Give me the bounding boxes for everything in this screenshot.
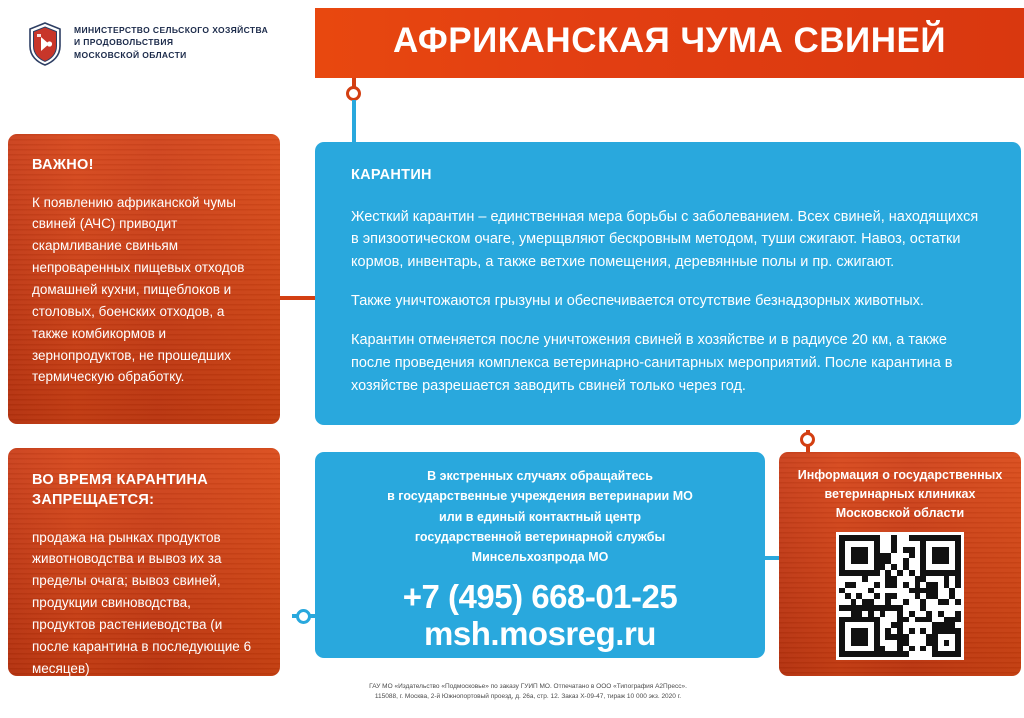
quarantine-paragraph-3: Карантин отменяется после уничтожения свиней в хозяйстве и в радиусе 20 км, а также после проведения комплекса ветеринарно-санитарных мероприятий. После карантина в хозяйстве разрешается заводить свиней только через год. [351,332,953,394]
qr-caption: Информация о государственных ветеринарных клиниках Московской области [797,468,1003,520]
qr-panel [779,452,1021,676]
quarantine-paragraph-2: Также уничтожаются грызуны и обеспечивается отсутствие безнадзорных животных. [351,293,924,310]
imprint-line-1: ГАУ МО «Издательство «Подмосковье» по заказу ГУИП МО. Отпечатано в ООО «Типография А2Пресс». [369,683,687,690]
contacts-line-1: В экстренных случаях обращайтесь [427,469,653,483]
qr-code-icon[interactable] [836,532,964,660]
contact-website-link[interactable]: msh.mosreg.ru [424,615,656,653]
coat-of-arms-icon [28,22,62,66]
contacts-panel [315,452,765,658]
forbidden-panel [8,448,280,676]
imprint-footer [318,682,738,702]
ministry-name [74,22,268,61]
important-heading: ВАЖНО! [32,157,94,173]
quarantine-paragraph-1: Жесткий карантин – единственная мера борьбы с заболеванием. Всех свиней, находящихся в эпизоотическом очаге, умерщвляют бескровным методом, туши сжигают. Навоз, остатки кормов, инвентарь, а также ветхие помещения, деревянные полы и пр. сжигают. [351,208,979,271]
important-panel [8,134,280,424]
ministry-line-3: МОСКОВСКОЙ ОБЛАСТИ [74,49,187,60]
important-text: К появлению африканской чумы свиней (АЧС) приводит скармливание свиньям непроваренных пищевых отходов домашней кухни, пищеблоков и столовых, боенских отходов, а также комбикормов и зернопродуктов, не прошедших термическую обработку. [32,194,245,385]
poster-title-band [315,8,1024,78]
quarantine-panel [315,142,1021,425]
contacts-line-2: в государственные учреждения ветеринарии МО [387,489,693,504]
contact-phone-number[interactable]: +7 (495) 668-01-25 [402,578,678,616]
ministry-line-2: И ПРОДОВОЛЬСТВИЯ [74,37,174,48]
contacts-line-4: государственной ветеринарной службы [414,529,666,544]
contacts-line-3: или в единый контактный центр [439,509,641,524]
connector-dot-qr [800,432,815,447]
forbidden-heading: ВО ВРЕМЯ КАРАНТИНА ЗАПРЕЩАЕТСЯ: [32,472,209,509]
header-band [0,0,1024,84]
connector-line-title-to-quarantine [352,100,356,144]
contacts-line-5: Минсельхозпрода МО [471,550,609,564]
connector-line-important-quarantine [278,296,318,300]
connector-dot-title [346,86,361,101]
page-title: АФРИКАНСКАЯ ЧУМА СВИНЕЙ [393,21,946,60]
ministry-block [28,22,268,66]
connector-dot-forbidden [296,609,311,624]
contacts-description [331,466,749,567]
forbidden-text: продажа на рынках продуктов животноводства и вывоз их за пределы очага; вывоз свиней, продукции свиноводства, продуктов растениеводства (и после карантина в последующие 6 месяцев) [32,529,252,676]
ministry-line-1: МИНИСТЕРСТВО СЕЛЬСКОГО ХОЗЯЙСТВА [74,25,269,35]
quarantine-heading: КАРАНТИН [351,167,432,183]
imprint-line-2: 115088, г. Москва, 2-й Южнопортовый проезд, д. 26а, стр. 12. Заказ X-09-47, тираж 10 000 экз. 2020 г. [374,692,682,700]
